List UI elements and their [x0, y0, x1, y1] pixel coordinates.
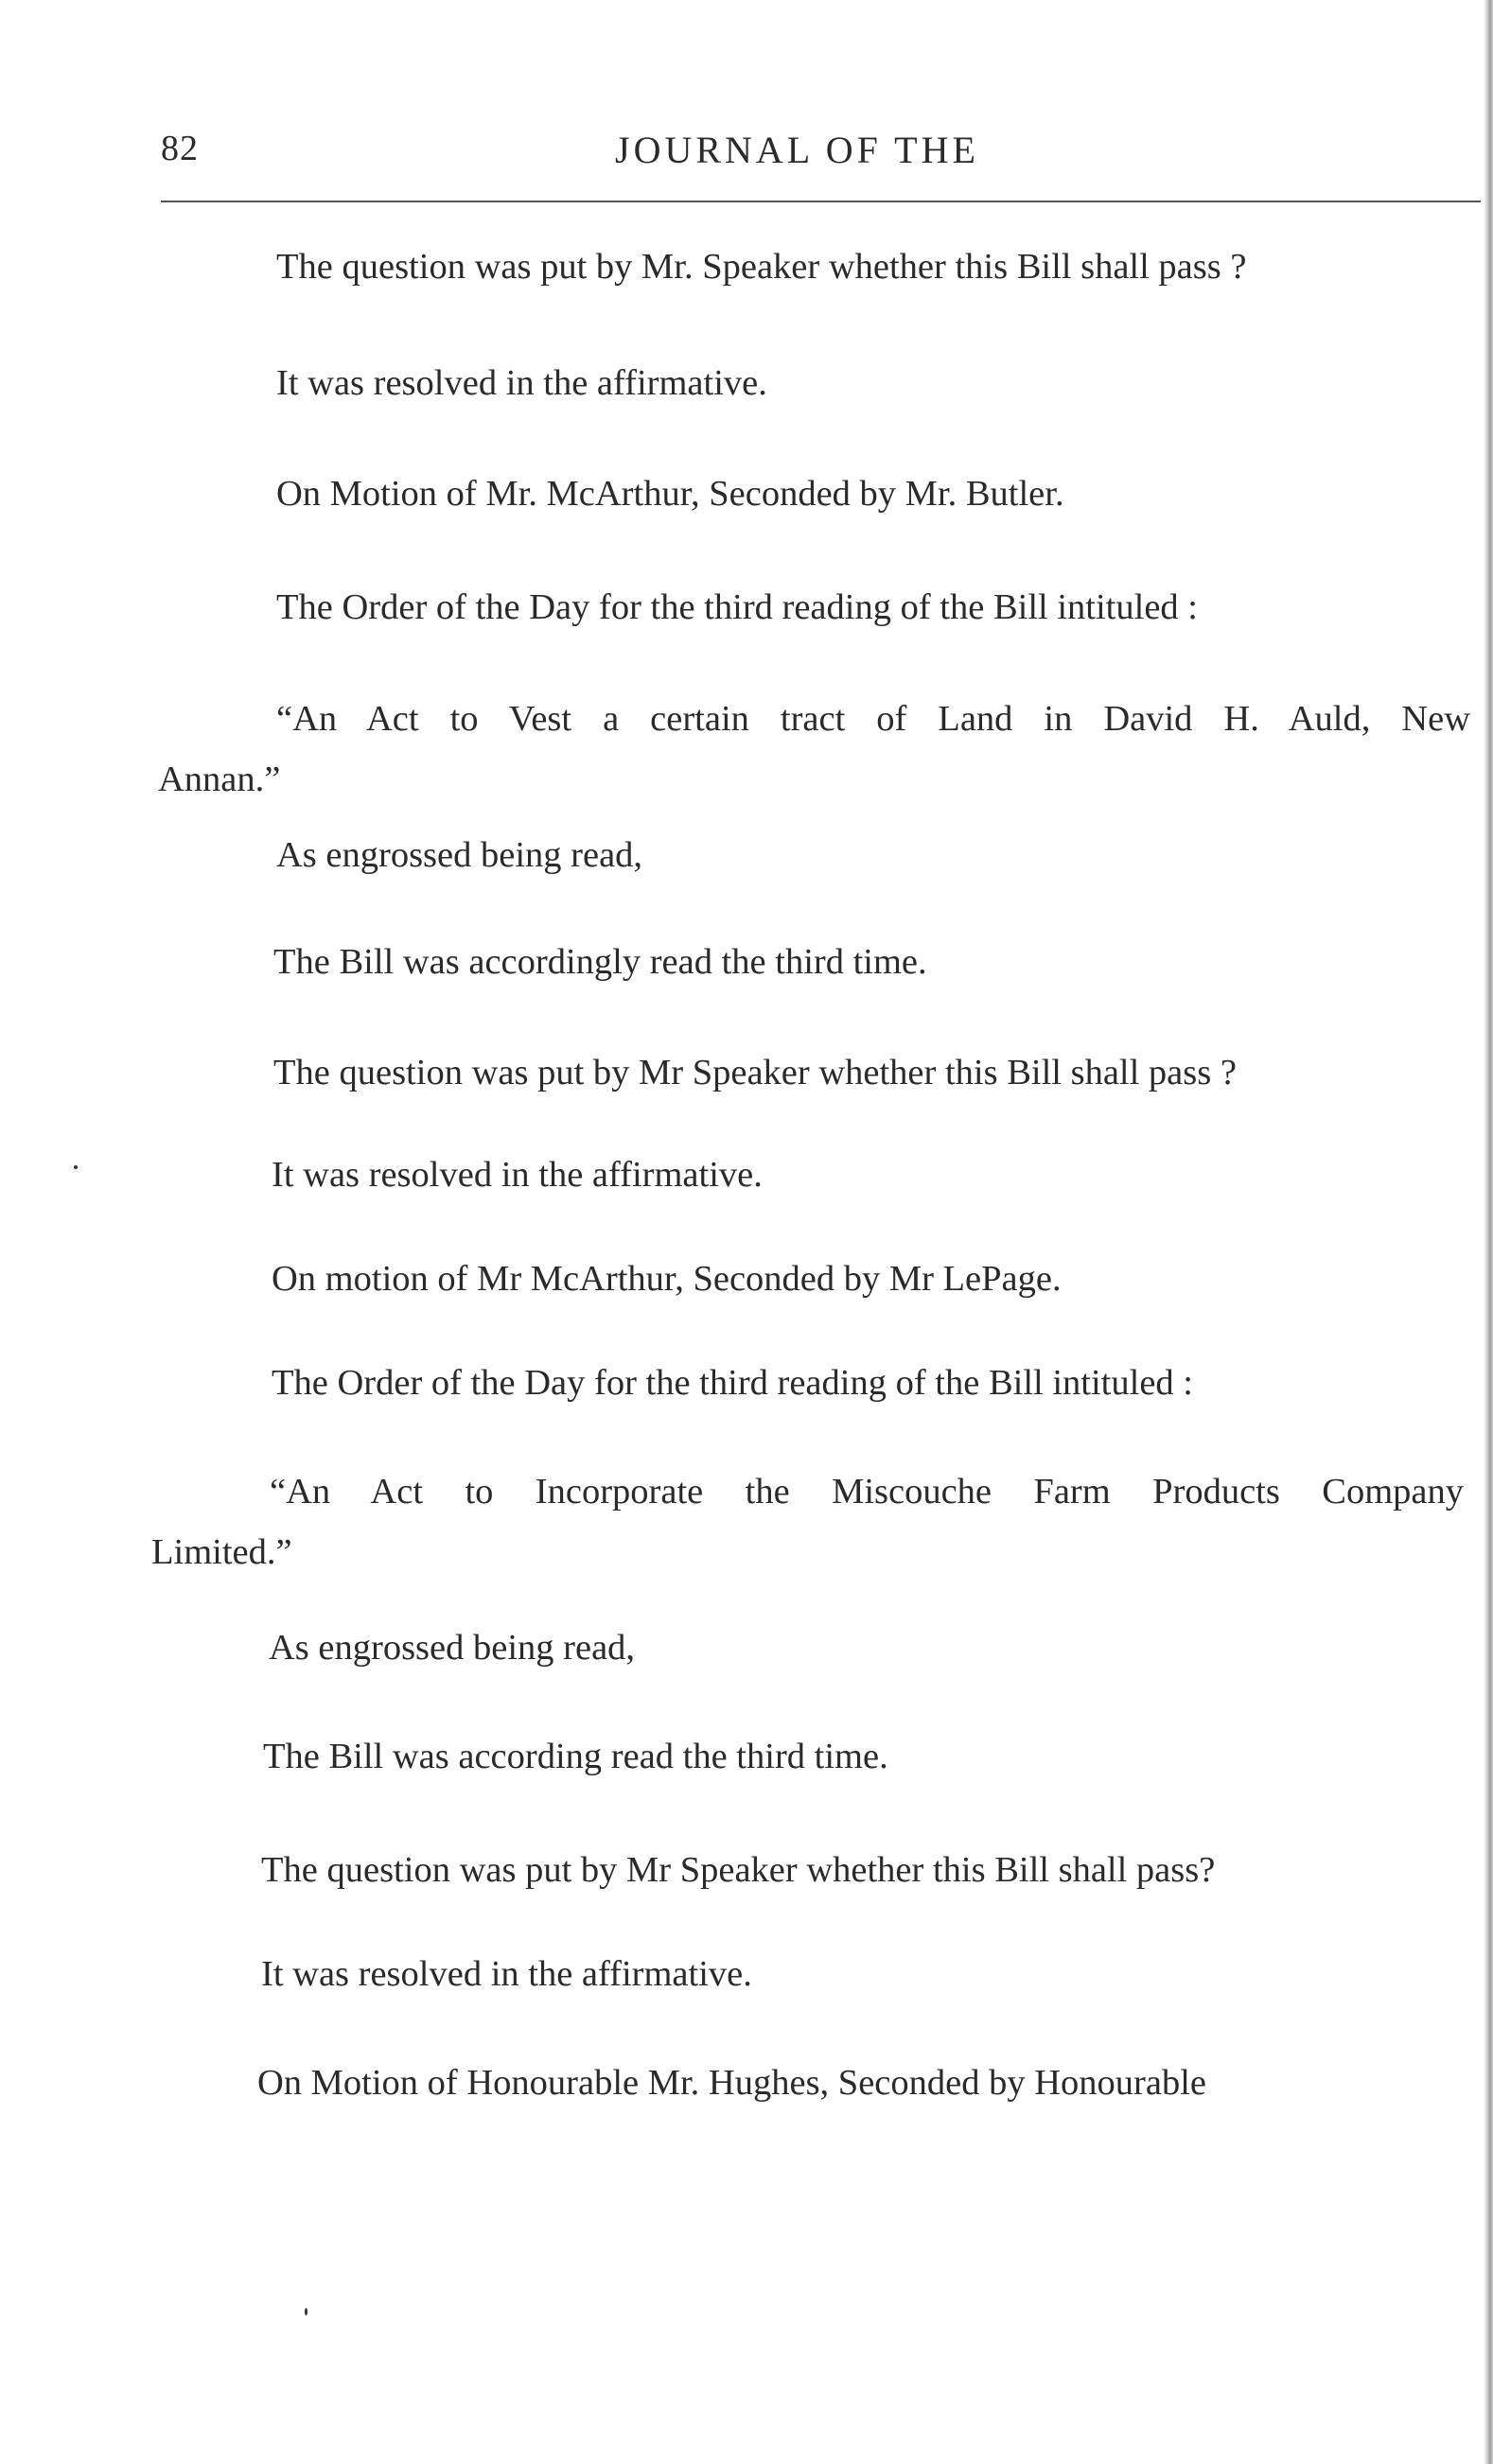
paragraph-act-title-2 — [151, 1461, 1464, 1582]
paragraph-resolved-3: It was resolved in the affirmative. — [261, 1954, 752, 1994]
header-rule — [161, 201, 1481, 202]
paragraph-engrossed-2: As engrossed being read, — [269, 1628, 636, 1668]
page-header — [161, 128, 1467, 184]
paragraph-motion-1: On Motion of Mr. McArthur, Seconded by Mr. Butler. — [276, 474, 1064, 514]
paragraph-order-1: The Order of the Day for the third reading of the Bill intituled : — [276, 587, 1198, 627]
paragraph-reading-2: The Bill was according read the third time. — [263, 1737, 888, 1776]
page-number: 82 — [161, 129, 199, 168]
act-title-1-line-2: Annan.” — [158, 760, 281, 799]
paragraph-act-title-1 — [158, 689, 1470, 810]
act-title-1-line-1: “An Act to Vest a certain tract of Land in David H. Auld, New — [276, 699, 1470, 739]
paragraph-resolved-1: It was resolved in the affirmative. — [276, 363, 767, 403]
print-speck — [305, 2308, 307, 2315]
paragraph-resolved-2: It was resolved in the affirmative. — [272, 1155, 763, 1195]
act-title-2-line-2: Limited.” — [151, 1532, 292, 1572]
paragraph-question-2: The question was put by Mr Speaker whether this Bill shall pass ? — [273, 1053, 1237, 1092]
paragraph-motion-3: On Motion of Honourable Mr. Hughes, Seconded by Honourable — [257, 2063, 1206, 2103]
paragraph-motion-2: On motion of Mr McArthur, Seconded by Mr LePage. — [272, 1259, 1062, 1299]
paragraph-engrossed-1: As engrossed being read, — [276, 835, 643, 875]
act-title-2-line-1: “An Act to Incorporate the Miscouche Farm Products Company — [270, 1472, 1464, 1512]
print-speck — [74, 1165, 78, 1169]
paragraph-question-1: The question was put by Mr. Speaker whether this Bill shall pass ? — [276, 247, 1247, 287]
paragraph-reading-1: The Bill was accordingly read the third time. — [273, 942, 927, 982]
paragraph-order-2: The Order of the Day for the third reading of the Bill intituled : — [272, 1363, 1193, 1403]
running-head: JOURNAL OF THE — [615, 129, 979, 171]
page-edge-shadow — [1484, 0, 1493, 2464]
paragraph-question-3: The question was put by Mr Speaker whether this Bill shall pass? — [261, 1850, 1216, 1890]
